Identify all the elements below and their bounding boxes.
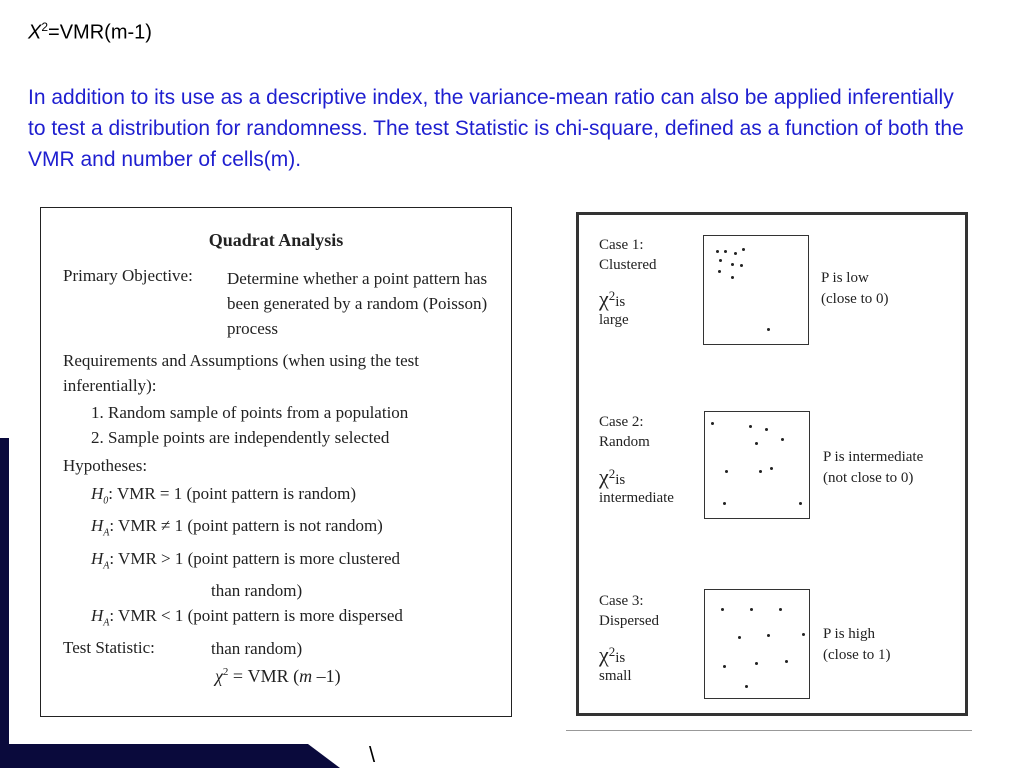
point: [799, 502, 802, 505]
p-value-note: (close to 1): [823, 647, 891, 663]
case-1-probability: [821, 268, 888, 310]
case-2-plot: [704, 411, 810, 519]
case-level: small: [599, 668, 632, 684]
point: [767, 634, 770, 637]
p-value-text: P is high: [823, 626, 875, 642]
case-3-probability: [823, 624, 890, 666]
formula-variable: m: [299, 666, 313, 686]
case-3-label: [599, 591, 659, 631]
requirements-text: Requirements and Assumptions (when using the test inferentially):: [63, 351, 420, 395]
point: [724, 250, 727, 253]
case-1-statistic: [599, 287, 629, 329]
case-is: is: [615, 294, 626, 310]
chi-symbol: χ: [599, 464, 609, 489]
cases-box: [576, 212, 968, 716]
slide-frame-bottom-bar: [0, 744, 340, 768]
intro-paragraph: In addition to its use as a descriptive index, the variance-mean ratio can also be applied inferentially to test a distribution for randomness. The test Statistic is chi-square, defined as a function of both the VMR and number of cells(m).: [28, 86, 964, 171]
test-statistic-label: Test Statistic:: [63, 638, 155, 657]
case-title: Case 1:: [599, 237, 644, 253]
quadrat-analysis-box: [40, 207, 512, 717]
hypotheses-list: [91, 481, 403, 661]
chi-exponent: 2: [608, 466, 616, 481]
case-title: Case 3:: [599, 593, 644, 609]
hypothesis-continuation: than random): [211, 638, 303, 658]
case-2-statistic: [599, 465, 674, 507]
point: [740, 264, 743, 267]
chi-symbol: χ: [599, 286, 609, 311]
hypothesis-row: [91, 546, 403, 578]
point: [745, 685, 748, 688]
point: [711, 422, 714, 425]
hypothesis-text: : VMR < 1 (point pattern is more dispersed: [109, 606, 403, 626]
point: [755, 662, 758, 665]
point: [755, 442, 758, 445]
formula-exponent: 2: [41, 20, 49, 34]
point: [725, 470, 728, 473]
case-3-statistic: [599, 643, 632, 685]
point: [723, 665, 726, 668]
case-2-probability: [823, 447, 923, 489]
point: [731, 276, 734, 279]
point: [716, 250, 719, 253]
hypotheses-label: Hypotheses:: [63, 456, 148, 475]
hypothesis-text: : VMR = 1 (point pattern is random): [108, 484, 357, 503]
footer-mark: \: [369, 742, 376, 767]
point: [723, 502, 726, 505]
point: [734, 252, 737, 255]
point: [767, 328, 770, 331]
quadrat-title: Quadrat Analysis: [208, 230, 344, 250]
hypothesis-symbol: H: [91, 548, 104, 568]
chi-exponent: 2: [608, 644, 616, 659]
p-value-text: P is intermediate: [823, 449, 924, 465]
point: [750, 608, 753, 611]
hypothesis-text: : VMR ≠ 1 (point pattern is not random): [109, 516, 383, 536]
hypothesis-row: [91, 603, 403, 635]
point: [759, 470, 762, 473]
case-title: Case 2:: [599, 414, 644, 430]
hypothesis-row: [91, 481, 403, 513]
list-item: 1. Random sample of points from a population: [91, 403, 409, 422]
point: [738, 636, 741, 639]
hypothesis-symbol: H: [91, 516, 104, 536]
case-type: Clustered: [599, 257, 657, 273]
point: [719, 259, 722, 262]
objective-label: Primary Objective:: [63, 266, 193, 285]
hypothesis-subscript: A: [103, 527, 110, 539]
hypothesis-subscript: A: [103, 560, 110, 572]
chi-symbol: χ: [599, 642, 609, 667]
case-1-plot: [703, 235, 809, 345]
case-1-label: [599, 235, 657, 275]
point: [770, 467, 773, 470]
formula-symbol: X: [28, 21, 42, 44]
point: [742, 248, 745, 251]
list-item: 2. Sample points are independently selected: [91, 428, 390, 447]
point: [781, 438, 784, 441]
hypothesis-continuation: than random): [211, 581, 303, 601]
hypothesis-subscript: A: [103, 617, 110, 629]
point: [802, 633, 805, 636]
p-value-text: P is low: [821, 270, 869, 286]
divider-line: [566, 730, 972, 731]
hypothesis-symbol: H: [91, 484, 104, 503]
formula-part: –1): [312, 666, 341, 686]
hypothesis-text: : VMR > 1 (point pattern is more clustered: [109, 548, 401, 568]
hypothesis-subscript: 0: [103, 495, 109, 507]
case-3-plot: [704, 589, 810, 699]
case-type: Dispersed: [599, 613, 659, 629]
case-level: intermediate: [599, 490, 674, 506]
point: [765, 428, 768, 431]
case-2-label: [599, 412, 650, 452]
p-value-note: (close to 0): [821, 291, 889, 307]
point: [718, 270, 721, 273]
case-type: Random: [599, 434, 650, 450]
test-statistic-formula: [215, 666, 341, 687]
chi-exponent: 2: [222, 666, 229, 678]
case-is: is: [615, 472, 626, 488]
point: [731, 263, 734, 266]
hypothesis-symbol: H: [91, 606, 104, 626]
formula-heading: [28, 20, 152, 45]
case-level: large: [599, 312, 629, 328]
hypothesis-row: [91, 513, 403, 545]
point: [785, 660, 788, 663]
requirements-list: [91, 400, 408, 450]
objective-text: Determine whether a point pattern has been generated by a random (Poisson) process: [227, 269, 488, 338]
point: [779, 608, 782, 611]
point: [749, 425, 752, 428]
point: [721, 608, 724, 611]
formula-rest: =VMR(m-1): [48, 21, 152, 44]
p-value-note: (not close to 0): [823, 470, 914, 486]
slide-frame-left-bar: [0, 438, 9, 744]
formula-part: = VMR (: [228, 666, 300, 686]
chi-exponent: 2: [608, 288, 616, 303]
chi-symbol: χ: [215, 666, 223, 686]
case-is: is: [615, 650, 626, 666]
